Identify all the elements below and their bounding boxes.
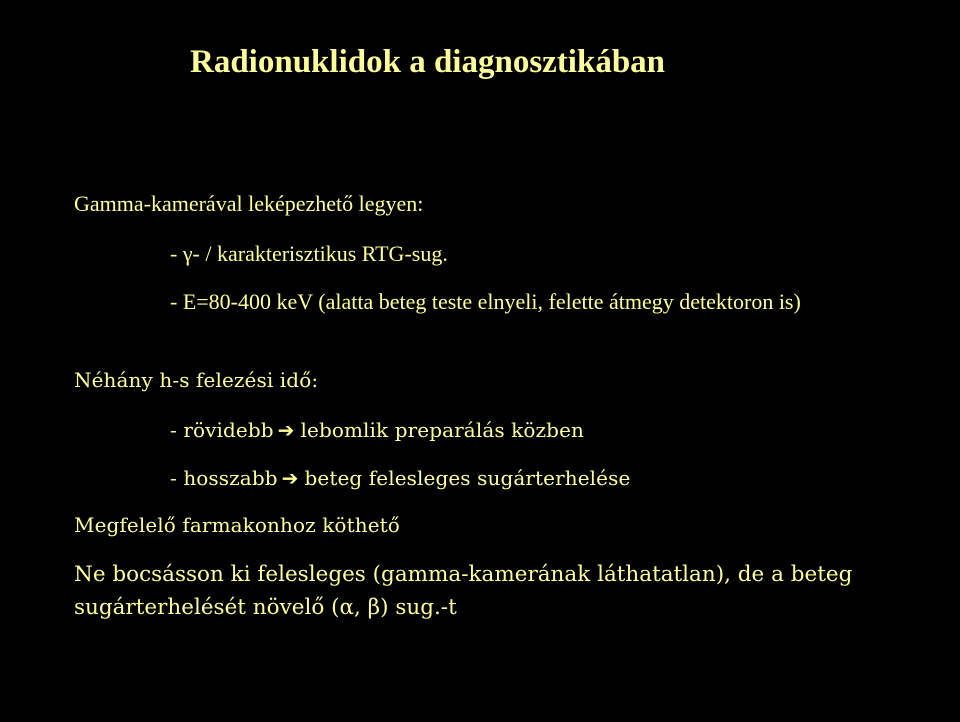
arrow-right-icon: ➔ [281,466,299,490]
arrow-right-icon: ➔ [277,418,295,442]
slide-title: Radionuklidok a diagnosztikában [190,44,666,80]
halflife-item-longer-result: beteg felesleges sugárterhelése [304,466,631,490]
halflife-heading: Néhány h-s felezési idő: [74,368,319,392]
halflife-item-shorter-result: lebomlik preparálás közben [300,418,584,442]
halflife-item-shorter [170,418,584,442]
pharma-line: Megfelelő farmakonhoz köthető [74,513,400,537]
gamma-item-2: - E=80-400 keV (alatta beteg teste elnyeli, felette átmegy detektoron is) [170,289,801,314]
gamma-heading: Gamma-kamerával leképezhető legyen: [74,191,424,216]
halflife-item-longer-label: - hosszabb [170,466,278,490]
halflife-item-shorter-label: - rövidebb [170,418,274,442]
halflife-item-longer [170,466,630,490]
gamma-item-1: - γ- / karakterisztikus RTG-sug. [170,241,448,266]
no-shine-line: Ne bocsásson ki felesleges (gamma-kamerának láthatatlan), de a beteg sugárterhelését növelő (α, β) sug.-t [74,562,853,620]
